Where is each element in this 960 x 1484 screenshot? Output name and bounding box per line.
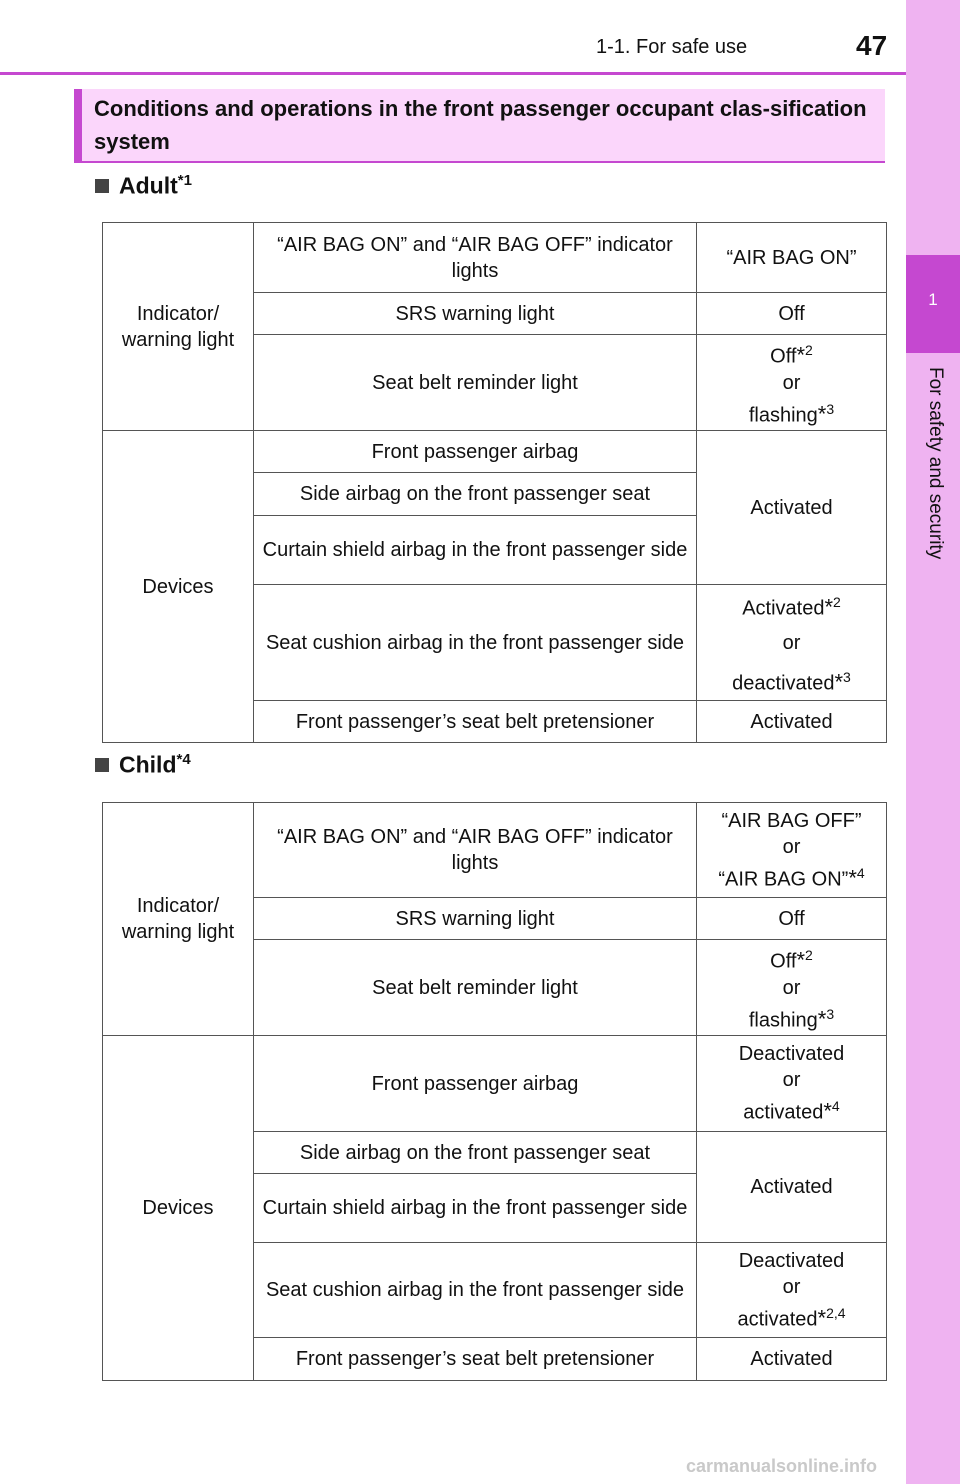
child-d5-item: Front passenger’s seat belt pretensioner <box>254 1338 697 1381</box>
child-heading-text: Child <box>119 751 177 778</box>
child-d23-value: Activated <box>697 1132 887 1243</box>
child-r3-value: Off*$^2$ or flashing*$^3$ <box>697 940 887 1036</box>
child-devices-label: Devices <box>103 1036 254 1381</box>
or-text: or <box>782 976 801 999</box>
adult-d4-value: Activated*$^2$ or deactivated*$^3$ <box>697 585 887 701</box>
child-d5-value: Activated <box>697 1338 887 1381</box>
section-header: 1-1. For safe use <box>596 36 748 58</box>
value-text: activated <box>737 1308 818 1331</box>
adult-indicator-label: Indicator/ warning light <box>103 223 254 431</box>
value-text: Activated <box>742 597 825 620</box>
or-text: or <box>782 835 801 858</box>
adult-r3-value: Off*$^2$ or flashing*$^3$ <box>697 335 887 431</box>
value-text: activated <box>743 1101 824 1124</box>
footnote-ref: 2 <box>805 341 813 358</box>
section-title-box <box>74 89 885 163</box>
footnote-ref: 3 <box>826 400 835 417</box>
adult-r1-item: “AIR BAG ON” and “AIR BAG OFF” indicator lights <box>254 223 697 293</box>
child-d2-item: Side airbag on the front passenger seat <box>254 1132 697 1174</box>
table-row <box>103 1036 887 1132</box>
adult-d5-value: Activated <box>697 701 887 743</box>
adult-d5-item: Front passenger’s seat belt pretensioner <box>254 701 697 743</box>
chapter-side-tab <box>906 0 960 1484</box>
footnote-ref: 2 <box>805 946 813 963</box>
section-title: Conditions and operations in the front passenger occupant clas-sification system <box>94 96 867 154</box>
child-table <box>102 802 887 1381</box>
child-d1-value: Deactivated or activated*$^4$ <box>697 1036 887 1132</box>
child-r2-item: SRS warning light <box>254 898 697 940</box>
child-heading-note: *4 <box>176 751 191 768</box>
child-r1-item: “AIR BAG ON” and “AIR BAG OFF” indicator lights <box>254 803 697 898</box>
footnote-ref: 2 <box>833 594 841 610</box>
table-row <box>103 803 887 898</box>
value-text: Deactivated <box>738 1249 845 1272</box>
adult-d2-item: Side airbag on the front passenger seat <box>254 473 697 516</box>
value-text: deactivated <box>732 672 835 695</box>
adult-d123-value: Activated <box>697 431 887 585</box>
child-d3-item: Curtain shield airbag in the front passenger side <box>254 1174 697 1243</box>
child-indicator-label: Indicator/ warning light <box>103 803 254 1036</box>
page-number: 47 <box>856 30 888 61</box>
adult-heading-text: Adult <box>119 172 178 199</box>
table-row <box>103 223 887 293</box>
child-r3-item: Seat belt reminder light <box>254 940 697 1036</box>
or-text: or <box>782 1069 801 1092</box>
child-heading <box>95 751 191 779</box>
value-text: flashing <box>748 1009 818 1032</box>
child-d1-item: Front passenger airbag <box>254 1036 697 1132</box>
child-r1-value: “AIR BAG OFF” or “AIR BAG ON”*$^4$ <box>697 803 887 898</box>
adult-r3-item: Seat belt reminder light <box>254 335 697 431</box>
or-text: or <box>782 371 801 394</box>
header-rule <box>0 72 906 75</box>
adult-d3-item: Curtain shield airbag in the front passenger side <box>254 516 697 585</box>
footnote-ref: 2,4 <box>826 1304 846 1321</box>
adult-heading <box>95 172 192 200</box>
adult-d1-item: Front passenger airbag <box>254 431 697 473</box>
adult-devices-label: Devices <box>103 431 254 743</box>
value-text: flashing <box>748 404 818 427</box>
footnote-ref: 3 <box>826 1005 835 1022</box>
bullet-square-icon <box>95 758 109 772</box>
or-text: or <box>782 1275 801 1298</box>
value-text: Deactivated <box>738 1043 845 1066</box>
footnote-ref: 4 <box>831 1098 840 1115</box>
watermark: carmanualsonline.info <box>686 1456 878 1476</box>
child-d4-value: Deactivated or activated*$^{2,4}$ <box>697 1243 887 1338</box>
child-d4-item: Seat cushion airbag in the front passenger side <box>254 1243 697 1338</box>
adult-heading-note: *1 <box>177 172 192 189</box>
footnote-ref: 3 <box>843 668 851 685</box>
adult-r2-value: Off <box>697 293 887 335</box>
adult-r2-item: SRS warning light <box>254 293 697 335</box>
footnote-ref: 4 <box>856 864 865 881</box>
table-row <box>103 431 887 473</box>
value-text: “AIR BAG OFF” <box>721 809 862 832</box>
bullet-square-icon <box>95 179 109 193</box>
adult-r1-value: “AIR BAG ON” <box>697 223 887 293</box>
adult-table <box>102 222 887 743</box>
adult-d4-item: Seat cushion airbag in the front passenger side <box>254 585 697 701</box>
value-text: Off <box>770 345 797 368</box>
value-text: Off <box>770 950 797 973</box>
value-text: “AIR BAG ON” <box>718 868 849 891</box>
child-r2-value: Off <box>697 898 887 940</box>
chapter-label: For safety and security <box>925 367 946 560</box>
or-text: or <box>782 631 801 654</box>
chapter-number: 1 <box>928 290 938 309</box>
